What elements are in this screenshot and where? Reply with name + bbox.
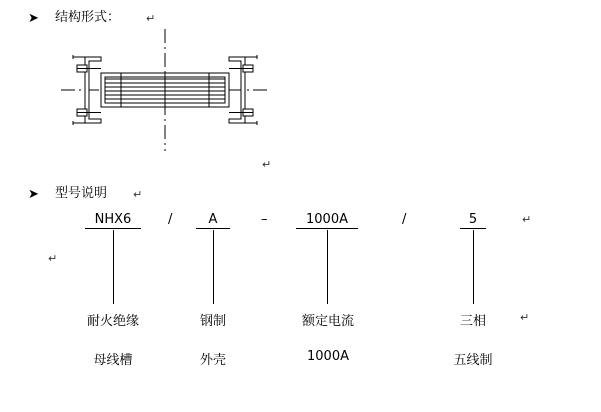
- model-code-part-4: 5: [460, 212, 486, 229]
- paragraph-mark-5: ↵: [48, 252, 58, 265]
- leader-line-3: [327, 230, 328, 304]
- leader-line-1: [113, 230, 114, 304]
- model-code-separator-1: /: [168, 212, 173, 227]
- legend-1-line1: 耐火绝缘: [86, 314, 139, 329]
- bullet-icon-2: ➤: [28, 187, 39, 202]
- model-code-part-1: NHX6: [85, 212, 141, 229]
- legend-2-line1: 钢制: [199, 314, 226, 329]
- busway-svg: [55, 25, 275, 155]
- paragraph-mark-1: ↵: [146, 12, 156, 25]
- bullet-icon-1: ➤: [28, 11, 39, 26]
- paragraph-mark-3: ↵: [133, 188, 143, 201]
- legend-4-line1: 三相: [459, 314, 486, 329]
- paragraph-mark-4: ↵: [522, 213, 532, 226]
- model-code-part-2: A: [196, 212, 230, 229]
- paragraph-mark-6: ↵: [520, 311, 530, 324]
- section-title-structure: 结构形式：: [55, 10, 121, 25]
- legend-3-line2: 1000A: [307, 349, 349, 364]
- leader-line-4: [473, 230, 474, 304]
- leader-line-2: [213, 230, 214, 304]
- busway-cross-section-diagram: [55, 25, 275, 160]
- legend-1-line2: 母线槽: [93, 353, 133, 368]
- model-code-separator-3: /: [402, 212, 407, 227]
- paragraph-mark-2: ↵: [262, 158, 272, 171]
- legend-3-line1: 额定电流: [301, 314, 354, 329]
- legend-2-line2: 外壳: [199, 353, 226, 368]
- section-title-model: 型号说明: [55, 186, 108, 201]
- model-code-part-3: 1000A: [296, 212, 358, 229]
- model-code-separator-2: –: [261, 212, 268, 227]
- legend-4-line2: 五线制: [453, 353, 493, 368]
